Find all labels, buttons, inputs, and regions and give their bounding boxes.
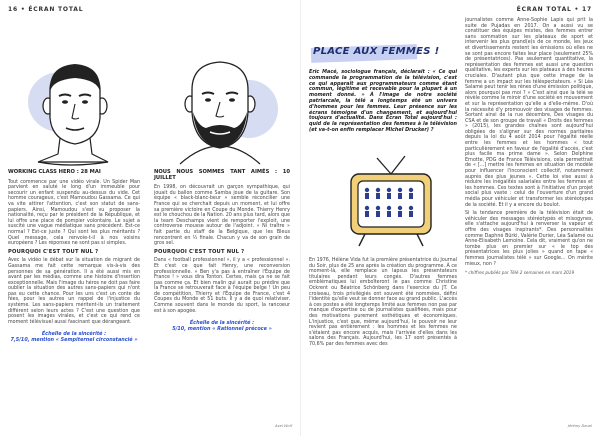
sincerity-scale	[154, 320, 290, 332]
article-intro	[309, 70, 457, 134]
illustration-credit: Axel Wolf	[275, 424, 292, 428]
article-kicker: WORKING CLASS HERO : 28 MAI	[8, 169, 101, 175]
footnote: * chiffres publiés par Télé 2 semaines en mars 2019	[465, 270, 575, 276]
scale-value: 7,5/10, mention « Sempiternel circonstancié »	[10, 337, 138, 344]
article-body: En 1998, on découvrait un garçon sympathique, qui jouait du ballon comme Samba joue de la guitare. Son équipe « black-blanc-beur » semble réconcilier une France qui se cherchait depuis un moment, et lui offre sa première victoire en Coupe du Monde. Thierry Henry est le chouchou de la Nation. 20 ans plus tard, alors que la team Deschamps vient de remporter l'exploit, une controverse mousse autour de l'adjoint. « Ni traître » fait partie du staff de la Belgique, que les Bleus rencontrent en ½ finale. Chacun y va de son grain de gros sel.	[154, 185, 290, 247]
article-body: En 1976, Hélène Vida fut la première présentatrice du Journal du Soir, plus de 25 ans après la création du programme. À ce moment-là, elle remplace un lapsus les présentateurs titulaires pendant leurs congés. D'autres femmes emblématiques lui emboîteront le pas comme Christine Ockrent ou Béatrice Schönberg dans l'exercice du JT. Ce croiseau, trois privilégiés ont souvent été nommées, défini l'identité qu'elle veut se donner face au grand public. L'accès à ces postes a été longtemps limité aux femmes non pas par manque d'expertise ou de journalistes qualifiées, mais pour des motivations purement esthétiques et économiques. L'injustice, c'est que, même aujourd'hui, le pouvoir ne leur revient pas entièrement : les hommes et les femmes ne s'étaient pas encore acquis, mais l'arrivée d'elles dans les salons des Français. Aujourd'hui, les 17 sont présentés à 70,6% par des femmes avec des	[309, 258, 457, 347]
page-header-left: 16 • ÉCRAN TOTAL	[8, 6, 84, 13]
right-page	[300, 0, 600, 436]
section-heading: POURQUOI C'EST TOUT NUL ?	[8, 248, 99, 255]
article-column-2	[154, 170, 290, 332]
article-column-1	[8, 170, 140, 343]
article-kicker: NOUS NOUS SOMMES TANT AIMÉS : 10 JUILLET	[154, 169, 290, 181]
section-heading: POURQUOI C'EST TOUT NUL ?	[154, 248, 245, 255]
intro-text: Eric Macé, sociologue français, déclarait : « Ce qui commande la programmation de la télévision, c'est ce qui apparaît aux programmateurs comme étant commun, légitime et recevable pour la plupart à un moment donné. » À l'image de notre société patriarcale, la télé a longtemps été un univers d'hommes pour les femmes. Leur présence sur les écrans témoigne d'un changement, et aujourd'hui toujours d'actualité. Dans Écran Total aujourd'hui : quid de la représentation des femmes à la télévision (et va-t-on enfin remplacer Michel Drucker) ?	[309, 69, 457, 133]
article-body: Avec la vidéo le débat sur la situation de migrant de Gassama me fait cette remarque vis-à-vis des personnes de sa génération. Il a été aussi mis en avant par les médias, comme une histoire d'insertion exceptionnelle. Mais l'image du héros ne doit pas faire oublier la situation des autres sans-papiers qui n'ont pas eu cette chance. Pour les uns c'est un conte de fées, pour les autres un rappel de l'injustice du système. Les sans-papiers méritent-ils un traitement différent selon leurs actes ? C'est une question que posent les images virales, et c'est ce qui rend ce moment télévisuel aussi fascinant que dérangeant.	[8, 258, 140, 325]
illustration-credit: Jérémy Dauel	[567, 424, 592, 428]
sincerity-scale	[8, 331, 140, 343]
scale-label: Échelle de la sincérité :	[41, 331, 107, 338]
portrait-gassama-illustration	[10, 40, 140, 170]
article-title-text: PLACE AUX FEMMES !	[313, 46, 440, 57]
article-body: Si la tendance première de la télévision était de véhiculer des messages stéréotypés et misogynes, elle s'attache aujourd'hui à renverser la vapeur et offre des visages inspirants*. Des personnalités comme Daphné Bürki, Valérie Durier, Léa Salamé ou Anne-Elisabeth Lemoine. Cela dit, vraiment qu'on ne tombe plus en premier sur « le top des présentatrices les plus jolies » quand on tape « femmes journalistes télé » sur Google... On mérite mieux, non ?	[465, 211, 593, 267]
tv-illustration	[341, 152, 441, 252]
scale-value: 5/10, mention « Rationnel précoce »	[172, 326, 272, 333]
article-body: Tout commence par une vidéo virale. Un Spider Man parvient en saluté le long d'un immeuble pour secourir un enfant suspendu au-dessus du vide. Cet homme courageux, c'est Mamoudou Gassama. Ce qui va vite attirer l'attention, c'est son statut de sans-papiers. Ainsi, Mamoudou s'est vu proposer la nationalité, reçu par le président de la République, et lui offre une place de pompier volontaire. Le sujet a suscité une vague médiatique sans précédent. Est-ce normal ? Est-ce juste ? Qui sont les plus méritants ? Quel message, cela renvoie-t-il à nos voisins européens ? Les réponses ne sont pas si simples.	[8, 179, 140, 247]
scale-label: Échelle de la sincérité :	[189, 320, 255, 327]
article-body: Dans « football professionnel », il y a « professionnel ». Et c'est ce que fait Henry, une reconversion professionnelle. « Ben y'a pas à entraîner l'Équipe de France ! » vous dira Tonton. Certes, mais ça ne se fait pas comme ça. Et bien malin qui aurait pu prédire que la France se retrouverait face à l'équipe belge ! Un peu de compétition, Thierry et l'Équipe de France, c'est 4 Coupes du Monde et 51 buts. Il y a de quoi relativiser. Comme souvent dans le monde du sport, la rancoeur est à son apogée.	[154, 258, 290, 314]
article-column-left	[309, 258, 457, 351]
article-column-right	[465, 18, 593, 276]
article-body: journalistes comme Anne-Sophie Lapix qui prit la suite de Pujadas en 2017. On a aussi vu se constituer des équipes mixtes, des femmes entrer sans sommation sur les plateaux de sport et intervenir les plus grand(e)s de ce monde, les jeux et divertissements restent les émissions où elles ne se sont pas encore faites leur place (seulement 25% de présentatrices). Pas seulement quantitative, la représentation des femmes est aussi une question qualitative, les experts sur les plateaux à des heures cruciales. D'autant plus que cette image de la femme a un impact sur les téléspectateurs. « Si Léa Salamé peut tenir les rênes d'une émission politique, alors pourquoi pas moi ? » C'est ainsi que la télé se révèle comme le miroir d'une société en mouvement et sur la représentation qu'elle a d'elle-même. D'où la nécessité d'y promouvoir des visages de femmes. Sortant ainsi de la rue décembre, Des visages du CSA et de son groupe de travail « Droits des femmes » (2015), les grandes chaînes sont aujourd'hui obligées de s'aligner sur des normes paritaires depuis la loi du 4 août 2014 pour l'égalité réelle entre les femmes et les hommes « tout particulièrement en faveur de l'égalité d'accès, c'est plus facile ma prime dame ». Selon Delphine Ernotte, PDG de France Télévisions, cela permettrait de « [...] mettre les femmes en situation de modèle pour influencer l'inconscient collectif, notamment auprès des plus jeunes ». Cette loi vise aussi à réduire les inégalités salariales entre les femmes et les hommes. Ces textes sont à l'initiative d'un projet social plus vaste : celui de l'ouverture d'un grand média pour véhiculer et transformer les stéréotypes de la société. Et il y a encore du boulot.	[465, 18, 593, 208]
portrait-henry-illustration	[150, 40, 290, 170]
article-title	[309, 43, 440, 63]
page-header-right: ÉCRAN TOTAL • 17	[516, 6, 592, 13]
